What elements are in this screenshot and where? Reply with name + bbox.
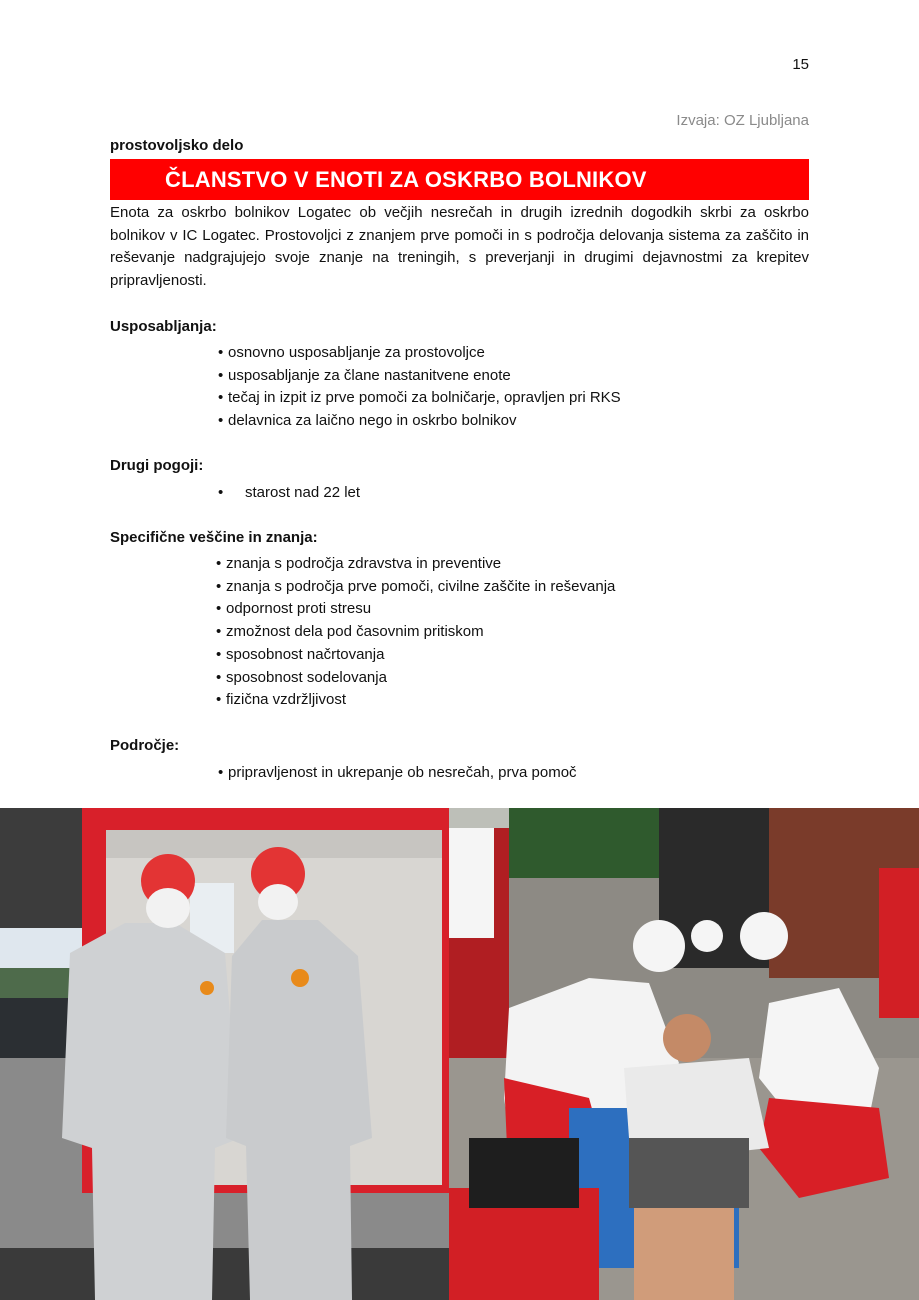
list-item: • osnovno usposabljanje za prostovoljce [218,342,621,365]
page-title: ČLANSTVO V ENOTI ZA OSKRBO BOLNIKOV [165,167,647,192]
list-item: • znanja s področja prve pomoči, civilne zaščite in reševanja [216,576,615,599]
list-item: • znanja s področja zdravstva in preventive [216,553,615,576]
list-item: • starost nad 22 let [218,482,360,505]
bullet-icon: • [218,764,224,781]
list-item: • fizična vzdržljivost [216,689,615,712]
bullet-icon: • [216,577,222,595]
page-number: 15 [792,56,809,73]
area-heading: Področje: [110,737,180,754]
bullet-icon: • [216,623,222,641]
list-item: • delavnica za laično nego in oskrbo bolnikov [218,410,621,433]
bullet-icon: • [216,555,222,572]
list-item: • sposobnost sodelovanja [216,667,615,690]
list-item: • usposabljanje za člane nastanitvene enote [218,365,621,388]
skills-heading: Specifične veščine in znanja: [110,529,318,546]
list-item: • odpornost proti stresu [216,598,615,621]
photo-strip [0,808,919,1300]
bullet-icon: • [216,600,222,618]
bullet-icon: • [218,412,224,430]
area-list [218,762,577,785]
list-item: • tečaj in izpit iz prve pomoči za bolničarje, opravljen pri RKS [218,387,621,410]
intro-paragraph: Enota za oskrbo bolnikov Logatec ob večjih nesrečah in drugih izrednih dogodkih skrbi za oskrbo bolnikov v IC Logatec. Prostovoljci z znanjem prve pomoči in s področja delovanja sistema za zaščito in reševanje nadgrajujejo svoje znanje na treningih, s preverjanji in drugimi dejavnostmi za krepitev pripravljenosti. [110,204,809,290]
training-heading: Usposabljanja: [110,318,217,335]
bullet-icon: • [218,344,224,361]
conditions-list [218,482,360,505]
list-item: • zmožnost dela pod časovnim pritiskom [216,621,615,644]
list-item: • pripravljenost in ukrepanje ob nesrečah, prva pomoč [218,762,577,785]
bullet-icon: • [216,645,222,663]
training-list [218,342,621,433]
bullet-icon: • [216,668,222,686]
bullet-icon: • [218,366,224,384]
bullet-icon: • [218,389,224,407]
title-banner [110,159,809,200]
photo-first-aid-exercise [449,808,919,1300]
conditions-heading: Drugi pogoji: [110,457,204,474]
photo-protective-suits [0,808,449,1300]
organizer-label: Izvaja: OZ Ljubljana [676,112,809,129]
bullet-icon: • [218,484,224,501]
list-item: • sposobnost načrtovanja [216,644,615,667]
skills-list [216,553,615,712]
category-label: prostovoljsko delo [110,137,244,154]
bullet-icon: • [216,691,222,709]
